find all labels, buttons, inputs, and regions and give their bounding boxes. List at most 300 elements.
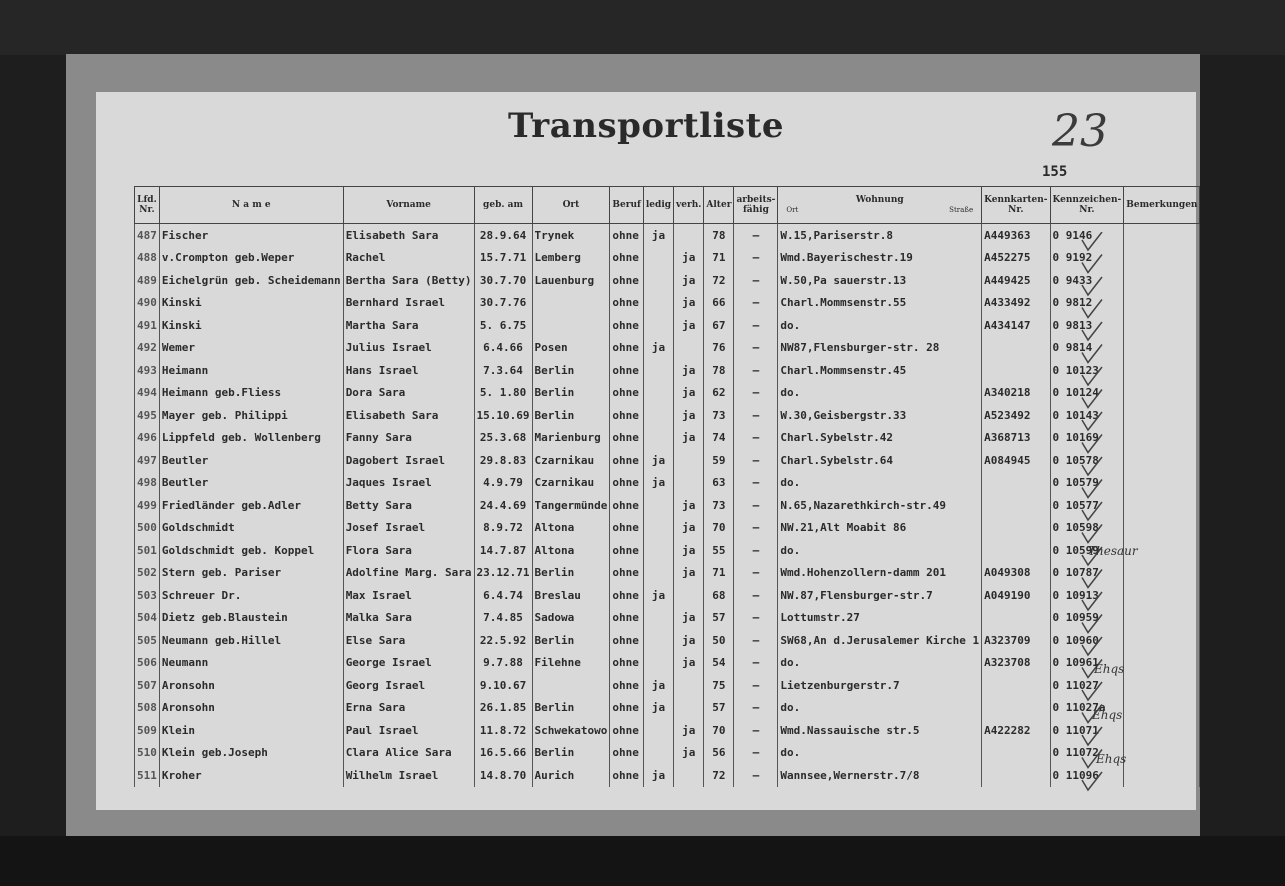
- row-alter: 74: [704, 427, 734, 450]
- row-kennkarte: A523492: [982, 404, 1050, 427]
- page-title: Transportliste: [507, 106, 784, 146]
- row-verh: ja: [674, 382, 704, 405]
- row-bemerkung: [1124, 584, 1200, 607]
- row-kennkarte: A434147: [982, 314, 1050, 337]
- row-kennkarte: A422282: [982, 719, 1050, 742]
- row-vorname: Wilhelm Israel: [343, 764, 474, 787]
- row-geb: 14.8.70: [474, 764, 532, 787]
- row-alter: 72: [704, 269, 734, 292]
- remark-1: Thesaur: [1088, 544, 1138, 558]
- row-verh: [674, 764, 704, 787]
- row-kennkarte: [982, 607, 1050, 630]
- row-wohnung: W.30,Geisbergstr.33: [778, 404, 982, 427]
- row-geb: 6.4.66: [474, 337, 532, 360]
- remark-4: Ehqs: [1096, 752, 1127, 766]
- row-ort: Altona: [532, 517, 610, 540]
- row-beruf: ohne: [610, 584, 644, 607]
- row-arbeit: –: [734, 269, 778, 292]
- row-vorname: Dagobert Israel: [343, 449, 474, 472]
- row-nr: 510: [135, 742, 160, 765]
- row-verh: ja: [674, 607, 704, 630]
- row-nr: 491: [135, 314, 160, 337]
- row-kennzeichen: 0 11027a: [1050, 697, 1124, 720]
- row-kennzeichen: 0 10124: [1050, 382, 1124, 405]
- row-vorname: Josef Israel: [343, 517, 474, 540]
- row-wohnung: Lottumstr.27: [778, 607, 982, 630]
- row-kennkarte: [982, 674, 1050, 697]
- row-vorname: Flora Sara: [343, 539, 474, 562]
- row-geb: 22.5.92: [474, 629, 532, 652]
- row-kennzeichen: 0 10579: [1050, 472, 1124, 495]
- row-verh: ja: [674, 247, 704, 270]
- row-alter: 50: [704, 629, 734, 652]
- row-name: Kinski: [159, 314, 343, 337]
- row-ledig: [643, 607, 673, 630]
- check-mark-icon: [1082, 255, 1102, 273]
- row-wohnung: Wmd.Hohenzollern-damm 201: [778, 562, 982, 585]
- row-arbeit: –: [734, 337, 778, 360]
- row-beruf: ohne: [610, 449, 644, 472]
- remark-2: Ehqs: [1094, 662, 1125, 676]
- row-nr: 504: [135, 607, 160, 630]
- row-arbeit: –: [734, 652, 778, 675]
- row-vorname: Clara Alice Sara: [343, 742, 474, 765]
- row-alter: 73: [704, 404, 734, 427]
- row-verh: ja: [674, 314, 704, 337]
- header-wohnung-title: Wohnung: [855, 195, 904, 205]
- row-geb: 4.9.79: [474, 472, 532, 495]
- row-name: Schreuer Dr.: [159, 584, 343, 607]
- row-nr: 508: [135, 697, 160, 720]
- check-mark-icon: [1082, 772, 1102, 790]
- row-geb: 5. 1.80: [474, 382, 532, 405]
- row-kennkarte: A084945: [982, 449, 1050, 472]
- row-kennkarte: A049308: [982, 562, 1050, 585]
- row-alter: 72: [704, 764, 734, 787]
- row-vorname: Bernhard Israel: [343, 292, 474, 315]
- row-geb: 23.12.71: [474, 562, 532, 585]
- row-ledig: [643, 269, 673, 292]
- row-kennkarte: A452275: [982, 247, 1050, 270]
- row-ort: Aurich: [532, 764, 610, 787]
- row-alter: 55: [704, 539, 734, 562]
- handwritten-number: 23: [1052, 106, 1108, 157]
- row-alter: 71: [704, 562, 734, 585]
- row-alter: 56: [704, 742, 734, 765]
- row-arbeit: –: [734, 314, 778, 337]
- row-name: Heimann: [159, 359, 343, 382]
- row-bemerkung: [1124, 427, 1200, 450]
- row-alter: 76: [704, 337, 734, 360]
- row-name: Kinski: [159, 292, 343, 315]
- row-beruf: ohne: [610, 224, 644, 247]
- row-verh: ja: [674, 539, 704, 562]
- row-beruf: ohne: [610, 674, 644, 697]
- header-nr: Lfd. Nr.: [135, 187, 160, 224]
- row-ort: Schwekatowo: [532, 719, 610, 742]
- row-wohnung: Wmd.Bayerischestr.19: [778, 247, 982, 270]
- row-bemerkung: [1124, 674, 1200, 697]
- table-row: [135, 764, 1200, 787]
- row-nr: 509: [135, 719, 160, 742]
- row-kennzeichen: 0 9813: [1050, 314, 1124, 337]
- row-verh: ja: [674, 359, 704, 382]
- row-bemerkung: [1124, 472, 1200, 495]
- row-beruf: ohne: [610, 269, 644, 292]
- row-bemerkung: [1124, 314, 1200, 337]
- row-beruf: ohne: [610, 697, 644, 720]
- row-verh: ja: [674, 742, 704, 765]
- row-beruf: ohne: [610, 539, 644, 562]
- table-row: [135, 517, 1200, 540]
- row-ort: Sadowa: [532, 607, 610, 630]
- check-mark-icon: [1082, 457, 1102, 475]
- row-geb: 6.4.74: [474, 584, 532, 607]
- row-beruf: ohne: [610, 247, 644, 270]
- row-nr: 500: [135, 517, 160, 540]
- row-beruf: ohne: [610, 359, 644, 382]
- header-ledig: ledig: [643, 187, 673, 224]
- row-wohnung: W.50,Pa sauerstr.13: [778, 269, 982, 292]
- header-name: N a m e: [159, 187, 343, 224]
- table-row: [135, 472, 1200, 495]
- row-geb: 15.10.69: [474, 404, 532, 427]
- row-vorname: Paul Israel: [343, 719, 474, 742]
- row-wohnung: do.: [778, 539, 982, 562]
- check-mark-icon: [1082, 570, 1102, 588]
- row-kennzeichen: 0 9146: [1050, 224, 1124, 247]
- remark-3: Ehqs: [1092, 708, 1123, 722]
- row-kennzeichen: 0 10169: [1050, 427, 1124, 450]
- row-ledig: [643, 427, 673, 450]
- row-kennzeichen: 0 10960: [1050, 629, 1124, 652]
- row-ort: Marienburg: [532, 427, 610, 450]
- row-ledig: [643, 494, 673, 517]
- row-ort: Tangermünde: [532, 494, 610, 517]
- row-beruf: ohne: [610, 292, 644, 315]
- row-geb: 30.7.70: [474, 269, 532, 292]
- row-arbeit: –: [734, 494, 778, 517]
- row-name: Mayer geb. Philippi: [159, 404, 343, 427]
- row-alter: 62: [704, 382, 734, 405]
- row-verh: [674, 224, 704, 247]
- header-wohnung-sub: [780, 205, 979, 215]
- row-kennzeichen: 0 9814: [1050, 337, 1124, 360]
- row-nr: 506: [135, 652, 160, 675]
- row-vorname: Max Israel: [343, 584, 474, 607]
- row-name: Neumann: [159, 652, 343, 675]
- row-kennzeichen: 0 10598: [1050, 517, 1124, 540]
- row-ort: Berlin: [532, 742, 610, 765]
- row-kennkarte: [982, 697, 1050, 720]
- row-ort: Lemberg: [532, 247, 610, 270]
- row-arbeit: –: [734, 764, 778, 787]
- row-vorname: Else Sara: [343, 629, 474, 652]
- check-mark-icon: [1082, 502, 1102, 520]
- row-ort: [532, 674, 610, 697]
- check-mark-icon: [1082, 345, 1102, 363]
- row-wohnung: NW.21,Alt Moabit 86: [778, 517, 982, 540]
- check-mark-icon: [1082, 435, 1102, 453]
- row-wohnung: Wannsee,Wernerstr.7/8: [778, 764, 982, 787]
- row-beruf: ohne: [610, 719, 644, 742]
- row-kennkarte: [982, 472, 1050, 495]
- row-nr: 505: [135, 629, 160, 652]
- row-name: Goldschmidt: [159, 517, 343, 540]
- row-bemerkung: [1124, 742, 1200, 765]
- row-ledig: ja: [643, 674, 673, 697]
- row-bemerkung: [1124, 337, 1200, 360]
- row-kennzeichen: 0 10143: [1050, 404, 1124, 427]
- row-vorname: Georg Israel: [343, 674, 474, 697]
- row-nr: 497: [135, 449, 160, 472]
- row-beruf: ohne: [610, 494, 644, 517]
- row-vorname: Hans Israel: [343, 359, 474, 382]
- row-nr: 487: [135, 224, 160, 247]
- row-nr: 498: [135, 472, 160, 495]
- row-name: Friedländer geb.Adler: [159, 494, 343, 517]
- row-name: Aronsohn: [159, 697, 343, 720]
- table-row: [135, 382, 1200, 405]
- row-ort: Berlin: [532, 629, 610, 652]
- table-row: [135, 494, 1200, 517]
- row-name: Beutler: [159, 472, 343, 495]
- row-alter: 70: [704, 517, 734, 540]
- row-nr: 489: [135, 269, 160, 292]
- table-row: [135, 269, 1200, 292]
- transport-list-sheet: [96, 92, 1196, 810]
- row-geb: 29.8.83: [474, 449, 532, 472]
- check-mark-icon: [1082, 412, 1102, 430]
- row-wohnung: Lietzenburgerstr.7: [778, 674, 982, 697]
- table-row: [135, 629, 1200, 652]
- row-ledig: ja: [643, 584, 673, 607]
- row-vorname: Malka Sara: [343, 607, 474, 630]
- row-verh: ja: [674, 292, 704, 315]
- check-mark-icon: [1082, 480, 1102, 498]
- row-vorname: Bertha Sara (Betty): [343, 269, 474, 292]
- table-row: [135, 404, 1200, 427]
- row-alter: 68: [704, 584, 734, 607]
- row-bemerkung: [1124, 494, 1200, 517]
- row-name: Goldschmidt geb. Koppel: [159, 539, 343, 562]
- row-vorname: Julius Israel: [343, 337, 474, 360]
- row-wohnung: W.15,Pariserstr.8: [778, 224, 982, 247]
- row-bemerkung: [1124, 404, 1200, 427]
- row-ort: Czarnikau: [532, 472, 610, 495]
- check-mark-icon: [1082, 525, 1102, 543]
- row-wohnung: do.: [778, 697, 982, 720]
- row-kennzeichen: 0 10577: [1050, 494, 1124, 517]
- row-name: Klein: [159, 719, 343, 742]
- row-geb: 7.4.85: [474, 607, 532, 630]
- row-vorname: Elisabeth Sara: [343, 404, 474, 427]
- row-arbeit: –: [734, 607, 778, 630]
- row-beruf: ohne: [610, 337, 644, 360]
- table-row: [135, 314, 1200, 337]
- row-verh: ja: [674, 494, 704, 517]
- row-alter: 78: [704, 359, 734, 382]
- table-row: [135, 697, 1200, 720]
- row-kennkarte: [982, 359, 1050, 382]
- film-border-top: [0, 0, 1285, 55]
- row-name: Beutler: [159, 449, 343, 472]
- row-kennkarte: [982, 337, 1050, 360]
- row-arbeit: –: [734, 562, 778, 585]
- row-bemerkung: [1124, 517, 1200, 540]
- header-wohnung-ort: Ort: [786, 206, 799, 214]
- row-bemerkung: [1124, 607, 1200, 630]
- row-verh: ja: [674, 719, 704, 742]
- row-beruf: ohne: [610, 314, 644, 337]
- row-beruf: ohne: [610, 427, 644, 450]
- row-geb: 25.3.68: [474, 427, 532, 450]
- row-bemerkung: [1124, 359, 1200, 382]
- row-bemerkung: [1124, 224, 1200, 247]
- row-kennzeichen: 0 11096: [1050, 764, 1124, 787]
- row-bemerkung: [1124, 292, 1200, 315]
- header-bemerkungen: Bemerkungen: [1124, 187, 1200, 224]
- header-geb: geb. am: [474, 187, 532, 224]
- check-mark-icon: [1082, 682, 1102, 700]
- row-ort: Berlin: [532, 697, 610, 720]
- row-ledig: [643, 719, 673, 742]
- row-ledig: [643, 629, 673, 652]
- row-verh: ja: [674, 517, 704, 540]
- row-ledig: ja: [643, 764, 673, 787]
- row-ort: Berlin: [532, 359, 610, 382]
- row-verh: [674, 472, 704, 495]
- transport-table: [134, 186, 1200, 787]
- row-vorname: Fanny Sara: [343, 427, 474, 450]
- row-kennkarte: A368713: [982, 427, 1050, 450]
- row-geb: 26.1.85: [474, 697, 532, 720]
- row-geb: 9.10.67: [474, 674, 532, 697]
- check-mark-icon: [1082, 637, 1102, 655]
- table-row: [135, 427, 1200, 450]
- row-arbeit: –: [734, 674, 778, 697]
- check-mark-icon: [1082, 592, 1102, 610]
- row-kennzeichen: 0 9812: [1050, 292, 1124, 315]
- row-kennkarte: [982, 764, 1050, 787]
- row-ledig: [643, 292, 673, 315]
- row-wohnung: Charl.Sybelstr.64: [778, 449, 982, 472]
- row-arbeit: –: [734, 719, 778, 742]
- row-arbeit: –: [734, 224, 778, 247]
- row-wohnung: do.: [778, 472, 982, 495]
- row-wohnung: Wmd.Nassauische str.5: [778, 719, 982, 742]
- row-kennkarte: A323708: [982, 652, 1050, 675]
- row-kennzeichen: 0 11071: [1050, 719, 1124, 742]
- row-beruf: ohne: [610, 629, 644, 652]
- row-ledig: [643, 562, 673, 585]
- row-vorname: Betty Sara: [343, 494, 474, 517]
- row-verh: [674, 449, 704, 472]
- row-bemerkung: [1124, 652, 1200, 675]
- row-ort: Breslau: [532, 584, 610, 607]
- row-name: Neumann geb.Hillel: [159, 629, 343, 652]
- row-ort: Czarnikau: [532, 449, 610, 472]
- row-nr: 511: [135, 764, 160, 787]
- row-bemerkung: [1124, 629, 1200, 652]
- row-bemerkung: [1124, 382, 1200, 405]
- row-kennkarte: [982, 742, 1050, 765]
- row-wohnung: NW87,Flensburger-str. 28: [778, 337, 982, 360]
- row-kennkarte: [982, 517, 1050, 540]
- check-mark-icon: [1082, 615, 1102, 633]
- row-ort: Posen: [532, 337, 610, 360]
- row-bemerkung: [1124, 562, 1200, 585]
- row-ledig: ja: [643, 449, 673, 472]
- check-mark-icon: [1082, 367, 1102, 385]
- row-kennkarte: A433492: [982, 292, 1050, 315]
- row-geb: 7.3.64: [474, 359, 532, 382]
- row-kennkarte: [982, 494, 1050, 517]
- page-number: 155: [1042, 164, 1068, 180]
- row-arbeit: –: [734, 292, 778, 315]
- header-wohnung-strasse: Straße: [949, 206, 974, 214]
- row-alter: 54: [704, 652, 734, 675]
- row-kennzeichen: 0 10913: [1050, 584, 1124, 607]
- row-wohnung: NW.87,Flensburger-str.7: [778, 584, 982, 607]
- row-verh: ja: [674, 427, 704, 450]
- row-bemerkung: [1124, 449, 1200, 472]
- row-arbeit: –: [734, 697, 778, 720]
- check-mark-icon: [1082, 322, 1102, 340]
- row-verh: ja: [674, 562, 704, 585]
- row-name: Eichelgrün geb. Scheidemann: [159, 269, 343, 292]
- header-verh: verh.: [674, 187, 704, 224]
- row-geb: 9.7.88: [474, 652, 532, 675]
- row-ledig: [643, 539, 673, 562]
- row-ledig: [643, 404, 673, 427]
- row-ort: Berlin: [532, 404, 610, 427]
- row-ort: Lauenburg: [532, 269, 610, 292]
- check-mark-icon: [1082, 727, 1102, 745]
- row-arbeit: –: [734, 382, 778, 405]
- row-vorname: Martha Sara: [343, 314, 474, 337]
- row-alter: 70: [704, 719, 734, 742]
- row-kennkarte: A340218: [982, 382, 1050, 405]
- table-row: [135, 742, 1200, 765]
- row-verh: [674, 337, 704, 360]
- row-vorname: Jaques Israel: [343, 472, 474, 495]
- row-beruf: ohne: [610, 382, 644, 405]
- row-vorname: Adolfine Marg. Sara: [343, 562, 474, 585]
- table-row: [135, 337, 1200, 360]
- row-wohnung: Charl.Mommsenstr.45: [778, 359, 982, 382]
- row-alter: 57: [704, 697, 734, 720]
- row-kennzeichen: 0 10961: [1050, 652, 1124, 675]
- check-mark-icon: [1082, 390, 1102, 408]
- row-beruf: ohne: [610, 742, 644, 765]
- row-kennzeichen: 0 10578: [1050, 449, 1124, 472]
- row-verh: [674, 584, 704, 607]
- row-geb: 30.7.76: [474, 292, 532, 315]
- row-ort: Trynek: [532, 224, 610, 247]
- row-nr: 493: [135, 359, 160, 382]
- row-alter: 63: [704, 472, 734, 495]
- row-vorname: George Israel: [343, 652, 474, 675]
- row-geb: 5. 6.75: [474, 314, 532, 337]
- check-mark-icon: [1082, 300, 1102, 318]
- row-bemerkung: [1124, 269, 1200, 292]
- row-kennzeichen: 0 10787: [1050, 562, 1124, 585]
- row-alter: 66: [704, 292, 734, 315]
- row-nr: 488: [135, 247, 160, 270]
- header-wohnung: [778, 187, 982, 224]
- row-bemerkung: [1124, 697, 1200, 720]
